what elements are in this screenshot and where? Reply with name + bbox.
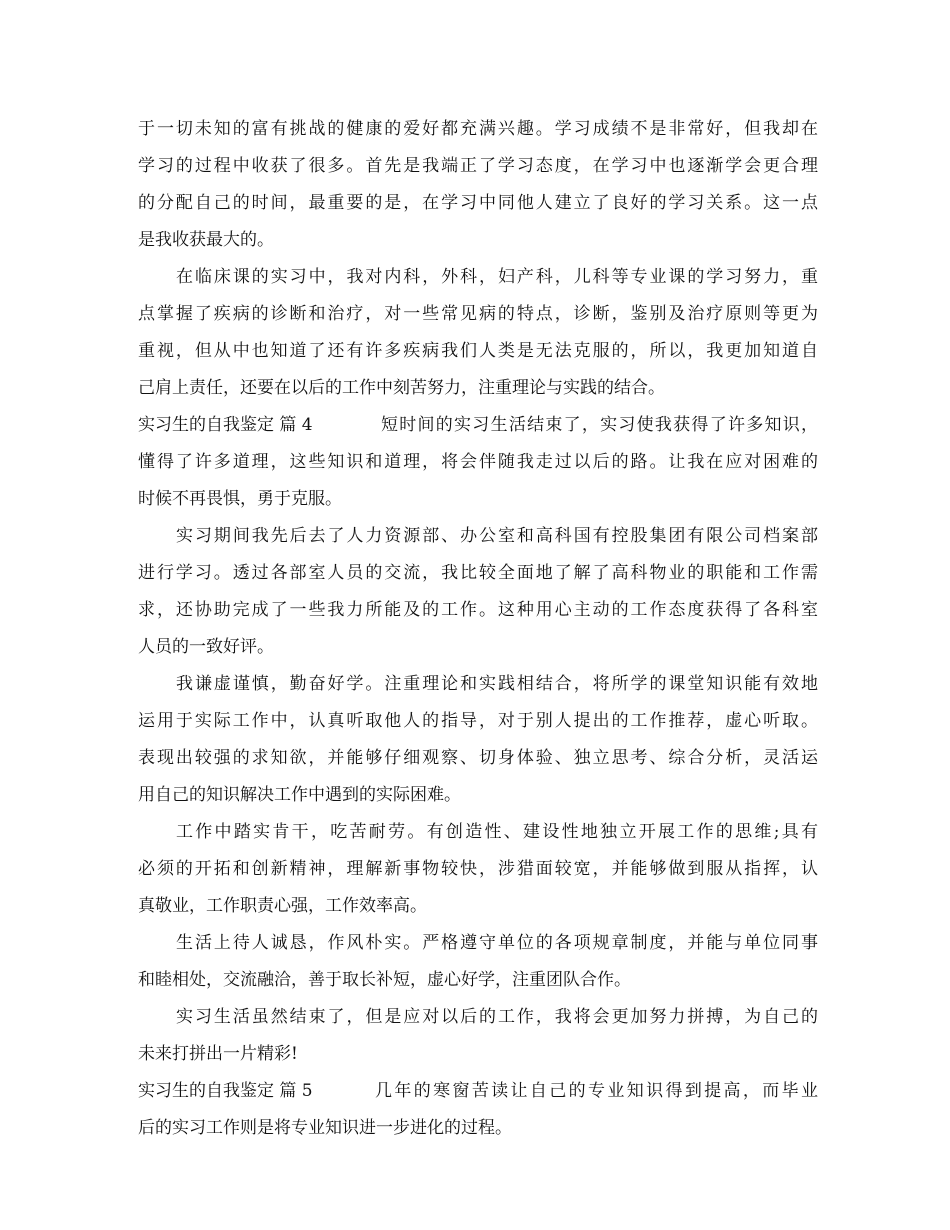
paragraph-line: 是我收获最大的。 [138,230,274,250]
paragraph-line: 短时间的实习生活结束了，实习使我获得了许多知识， [381,415,818,435]
paragraph-line: 未来打拼出一片精彩! [138,1044,298,1064]
paragraph-line: 后的实习工作则是将专业知识进一步进化的过程。 [138,1118,512,1138]
paragraph-line: 点掌握了疾病的诊断和治疗，对一些常见病的特点，诊断，鉴别及治疗原则等更为 [138,304,818,324]
paragraph-line: 表现出较强的求知欲，并能够仔细观察、切身体验、独立思考、综合分析，灵活运 [138,748,818,768]
paragraph-line: 的分配自己的时间，最重要的是，在学习中同他人建立了良好的学习关系。这一点 [138,193,818,213]
paragraph-line: 己肩上责任，还要在以后的工作中刻苦努力，注重理论与实践的结合。 [138,378,665,398]
section-heading: 实习生的自我鉴定 篇 5 [138,1081,313,1101]
paragraph-line: 生活上待人诚恳，作风朴实。严格遵守单位的各项规章制度，并能与单位同事 [176,933,818,953]
paragraph-line: 用自己的知识解决工作中遇到的实际困难。 [138,785,461,805]
paragraph-line: 我谦虚谨慎，勤奋好学。注重理论和实践相结合，将所学的课堂知识能有效地 [176,674,818,694]
paragraph-line: 人员的一致好评。 [138,637,274,657]
paragraph-line: 重视，但从中也知道了还有许多疾病我们人类是无法克服的，所以，我更加知道自 [138,341,818,361]
paragraph-line: 和睦相处，交流融洽，善于取长补短，虚心好学，注重团队合作。 [138,970,631,990]
paragraph-line: 真敬业，工作职责心强，工作效率高。 [138,896,427,916]
paragraph-line: 工作中踏实肯干，吃苦耐劳。有创造性、建设性地独立开展工作的思维;具有 [176,822,818,842]
section-heading: 实习生的自我鉴定 篇 4 [138,415,313,435]
paragraph-line: 懂得了许多道理，这些知识和道理，将会伴随我走过以后的路。让我在应对困难的 [138,452,818,472]
paragraph-line: 学习的过程中收获了很多。首先是我端正了学习态度，在学习中也逐渐学会更合理 [138,156,818,176]
paragraph-line: 时候不再畏惧，勇于克服。 [138,489,342,509]
paragraph-line: 几年的寒窗苦读让自己的专业知识得到提高，而毕业 [375,1081,818,1101]
paragraph-line: 求，还协助完成了一些我力所能及的工作。这种用心主动的工作态度获得了各科室 [138,600,818,620]
paragraph-line: 实习期间我先后去了人力资源部、办公室和高科国有控股集团有限公司档案部 [176,526,818,546]
paragraph-line: 进行学习。透过各部室人员的交流，我比较全面地了解了高科物业的职能和工作需 [138,563,818,583]
paragraph-line: 于一切未知的富有挑战的健康的爱好都充满兴趣。学习成绩不是非常好，但我却在 [138,119,818,139]
paragraph-line: 运用于实际工作中，认真听取他人的指导，对于别人提出的工作推荐，虚心听取。 [138,711,818,731]
paragraph-line: 实习生活虽然结束了，但是应对以后的工作，我将会更加努力拼搏，为自己的 [176,1007,818,1027]
paragraph-line: 必须的开拓和创新精神，理解新事物较快，涉猎面较宽，并能够做到服从指挥，认 [138,859,818,879]
paragraph-line: 在临床课的实习中，我对内科，外科，妇产科，儿科等专业课的学习努力，重 [176,267,818,287]
